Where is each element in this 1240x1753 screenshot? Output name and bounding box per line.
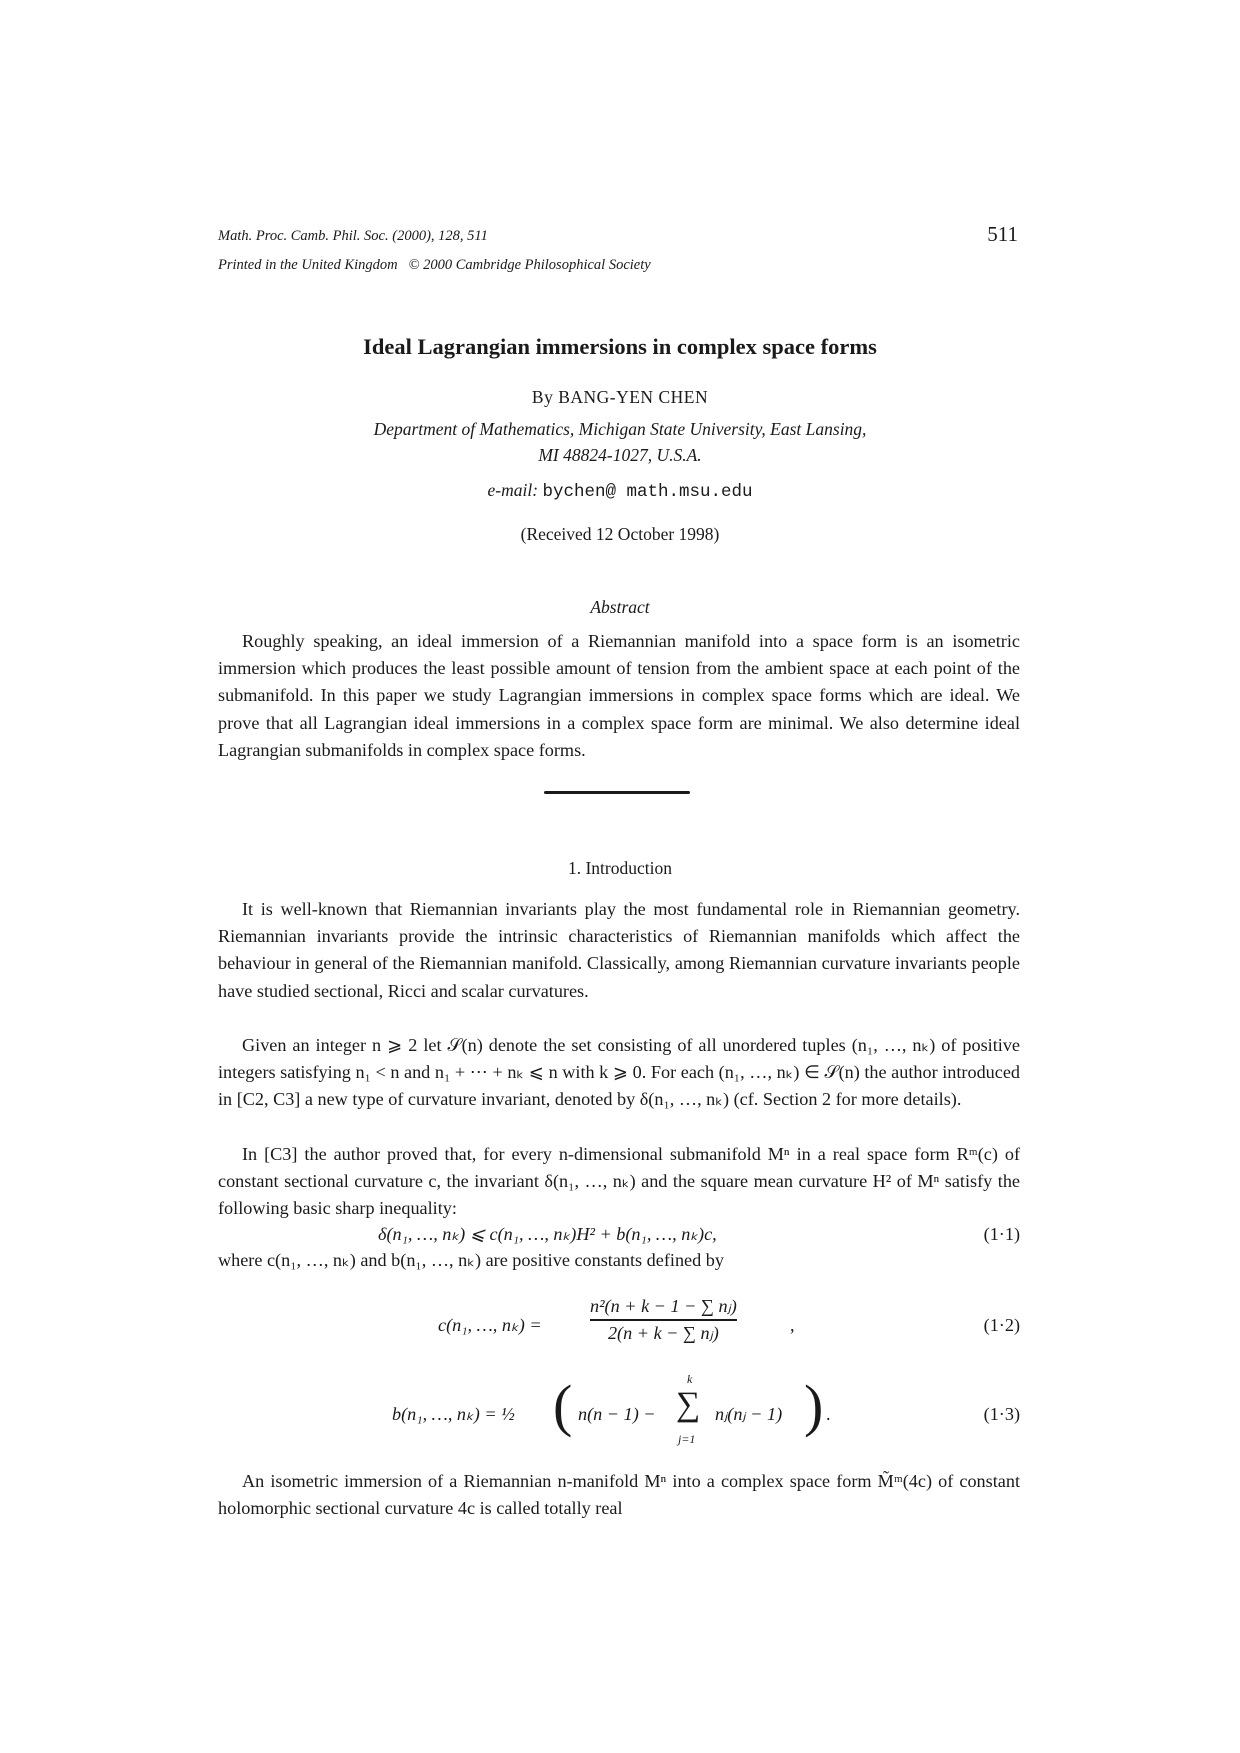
equation-number-1-2: (1·2)	[983, 1315, 1020, 1335]
section-divider	[544, 791, 690, 794]
equation-1-3-tail: nⱼ(nⱼ − 1)	[715, 1404, 783, 1424]
paper-title: Ideal Lagrangian immersions in complex space forms	[363, 334, 877, 359]
equation-1-2-numerator: n²(n + k − 1 − ∑ nⱼ)	[590, 1296, 737, 1316]
email-label: e-mail:	[487, 480, 539, 500]
affiliation-line-1: Department of Mathematics, Michigan State University, East Lansing,	[373, 419, 867, 439]
author-byline: By BANG-YEN CHEN	[531, 387, 709, 407]
sum-lower-limit: j=1	[678, 1432, 696, 1446]
paragraph-where: where c(n₁, …, nₖ) and b(n₁, …, nₖ) are positive constants defined by	[218, 1250, 724, 1270]
right-paren: )	[804, 1373, 824, 1438]
author-email	[0, 480, 1240, 502]
abstract-heading: Abstract	[590, 597, 650, 617]
journal-citation: Math. Proc. Camb. Phil. Soc. (2000), 128, 511	[218, 228, 488, 244]
paragraph-2: Given an integer n ⩾ 2 let 𝒮(n) denote the set consisting of all unordered tuples (n₁, …, nₖ) of positive integers satisfying n₁ < n and n₁ + ⋯ + nₖ ⩽ n with k ⩾ 0. For each (n₁, …, nₖ) ∈ 𝒮(n) the author introduced in [C2, C3] a new type of curvature invariant, denoted by δ(n₁, …, nₖ) (cf. Section 2 for more details).	[218, 1035, 1020, 1110]
left-paren: (	[553, 1373, 573, 1438]
page-number: 511	[987, 222, 1018, 246]
equation-1-3-inner: n(n − 1) −	[578, 1404, 656, 1424]
affiliation-line-2: MI 48824-1027, U.S.A.	[538, 445, 702, 465]
email-address[interactable]: bychen@ math.msu.edu	[542, 482, 753, 502]
equation-number-1-1: (1·1)	[983, 1224, 1020, 1244]
section-heading-introduction: 1. Introduction	[567, 858, 672, 878]
paragraph-3: In [C3] the author proved that, for every n-dimensional submanifold Mⁿ in a real space form Rᵐ(c) of constant sectional curvature c, the invariant δ(n₁, …, nₖ) and the square mean curvature H² of Mⁿ satisfy the following basic sharp inequality:	[218, 1144, 1020, 1219]
equation-1-2-lhs: c(n₁, …, nₖ) =	[438, 1315, 542, 1335]
equation-1-2-fraction	[590, 1296, 737, 1344]
paragraph-last: An isometric immersion of a Riemannian n-manifold Mⁿ into a complex space form M̃ᵐ(4c) of constant holomorphic sectional curvature 4c is called totally real	[218, 1471, 1020, 1519]
sum-sigma: ∑	[676, 1386, 701, 1423]
equation-1-3-lhs: b(n₁, …, nₖ) = ½	[392, 1404, 515, 1424]
equation-1-2-comma: ,	[790, 1315, 795, 1335]
abstract-body: Roughly speaking, an ideal immersion of a Riemannian manifold into a space form is an isometric immersion which produces the least possible amount of tension from the ambient space at each point of the submanifold. In this paper we study Lagrangian immersions in complex space forms which are ideal. We prove that all Lagrangian ideal immersions in a complex space form are minimal. We also determine ideal Lagrangian submanifolds in complex space forms.	[218, 631, 1020, 760]
fraction-bar	[590, 1319, 737, 1321]
paragraph-1: It is well-known that Riemannian invariants play the most fundamental role in Riemannian geometry. Riemannian invariants provide the intrinsic characteristics of Riemannian manifolds which affect the behaviour in general of the Riemannian manifold. Classically, among Riemannian curvature invariants people have studied sectional, Ricci and scalar curvatures.	[218, 899, 1020, 1001]
equation-1-2-denominator: 2(n + k − ∑ nⱼ)	[607, 1322, 719, 1343]
equation-number-1-3: (1·3)	[983, 1404, 1020, 1424]
sum-upper-limit: k	[687, 1372, 693, 1386]
equation-1-3-period: .	[826, 1404, 831, 1424]
received-date: (Received 12 October 1998)	[520, 524, 720, 544]
equation-1-1: δ(n₁, …, nₖ) ⩽ c(n₁, …, nₖ)H² + b(n₁, …, nₖ)c,	[378, 1224, 717, 1244]
printed-copyright-line: Printed in the United Kingdom © 2000 Cambridge Philosophical Society	[218, 257, 651, 273]
